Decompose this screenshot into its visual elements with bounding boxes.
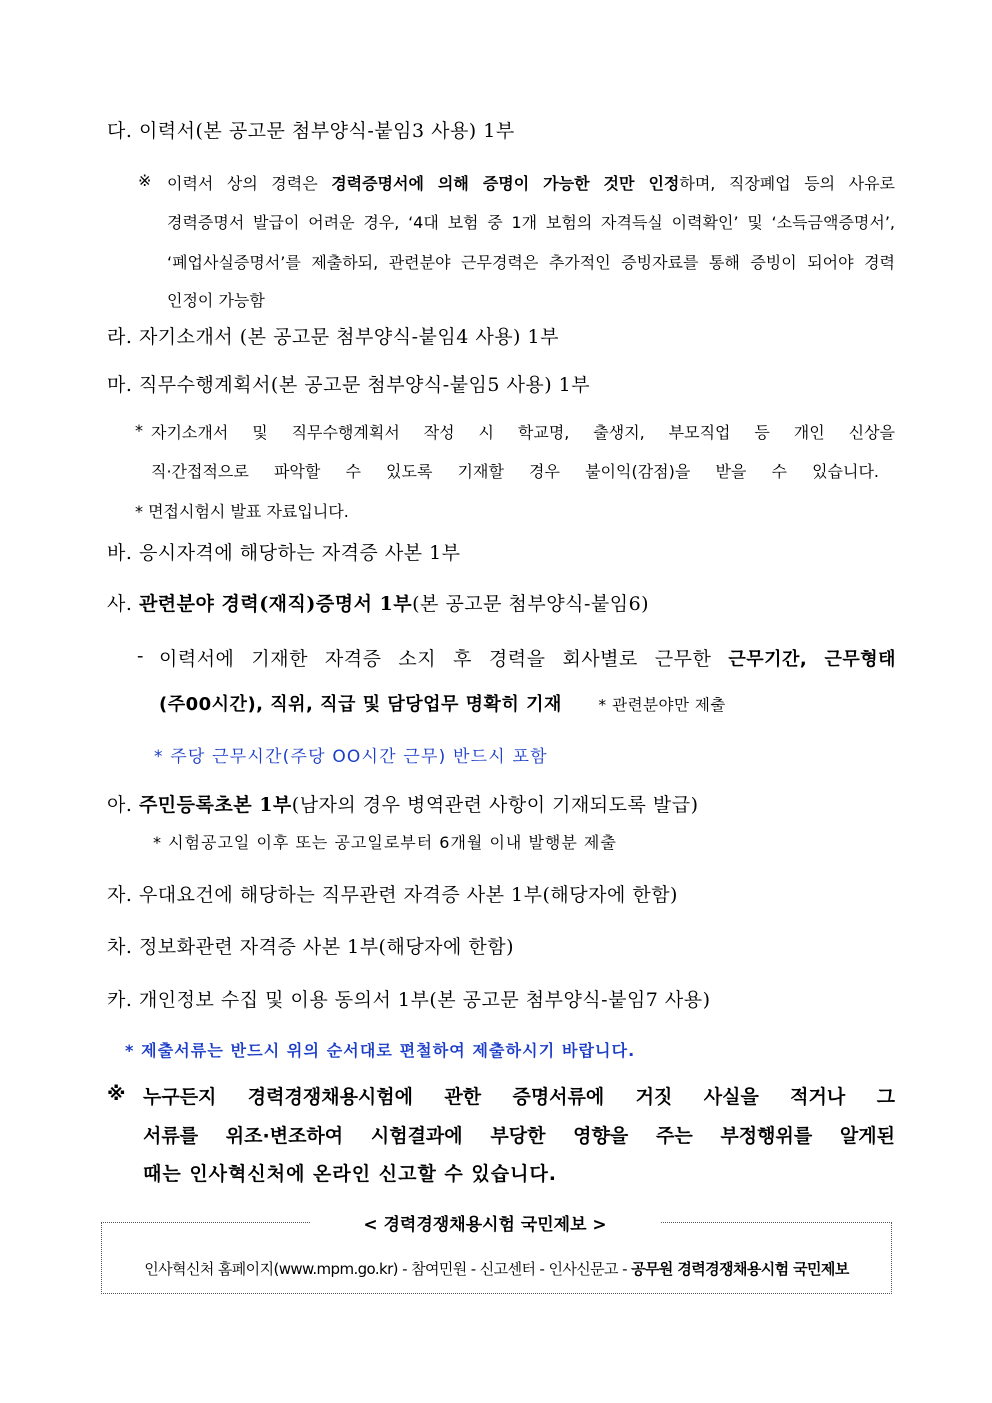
item-ba <box>107 538 461 565</box>
note-da-line4: 인정이 가능함 <box>167 291 265 310</box>
item-label: 다. <box>107 120 133 142</box>
item-text: 정보화관련 자격증 사본 1부(해당자에 한함) <box>138 936 515 958</box>
item-text: (남자의 경우 병역관련 사항이 기재되도록 발급) <box>291 794 699 816</box>
note-da-line3: ‘폐업사실증명서’를 제출하되, 관련분야 근무경력은 추가적인 증빙자료를 통해 증빙이 되어야 경력 <box>167 253 895 272</box>
item-label: 바. <box>107 542 133 564</box>
note-mark: * <box>135 421 143 440</box>
item-label: 자. <box>107 884 133 906</box>
item-ma <box>107 370 590 397</box>
report-box-title: < 경력경쟁채용시험 국민제보 > <box>310 1210 660 1235</box>
item-text: 이력서(본 공고문 첨부양식-붙임3 사용) 1부 <box>138 120 515 142</box>
item-a <box>107 790 699 817</box>
note-mark: ※ <box>138 171 152 190</box>
note-sa-line2: (주00시간), 직위, 직급 및 담당업무 명확히 기재 * 관련분야만 제출 <box>159 694 726 715</box>
note-a: * 시험공고일 이후 또는 공고일로부터 6개월 이내 발행분 제출 <box>153 833 617 852</box>
item-label: 마. <box>107 374 133 396</box>
item-text: 개인정보 수집 및 이용 동의서 1부(본 공고문 첨부양식-붙임7 사용) <box>138 989 711 1011</box>
item-label: 라. <box>107 326 133 348</box>
item-bold: 주민등록초본 1부 <box>138 794 292 816</box>
warning-mark: ※ <box>107 1083 126 1105</box>
dash-mark: - <box>137 645 144 667</box>
item-bold: 관련분야 경력(재직)증명서 1부 <box>138 593 413 615</box>
note-da-line1: 이력서 상의 경력은 경력증명서에 의해 증명이 가능한 것만 인정하며, 직장폐업 등의 사유로 <box>167 174 896 193</box>
item-text: 직무수행계획서(본 공고문 첨부양식-붙임5 사용) 1부 <box>138 374 591 396</box>
warning-line3: 때는 인사혁신처에 온라인 신고할 수 있습니다. <box>143 1163 558 1185</box>
warning-line2: 서류를 위조·변조하여 시험결과에 부당한 영향을 주는 부정행위를 알게된 <box>143 1125 895 1147</box>
item-cha <box>107 932 514 959</box>
item-ja <box>107 880 678 907</box>
item-label: 아. <box>107 794 133 816</box>
emphasis: 경력증명서에 의해 증명이 가능한 것만 인정 <box>331 174 680 193</box>
report-box-path-bold: 공무원 경력경쟁채용시험 국민제보 <box>631 1260 849 1278</box>
submission-note: * 제출서류는 반드시 위의 순서대로 편철하여 제출하시기 바랍니다. <box>125 1041 636 1060</box>
note-sa-line1: 이력서에 기재한 자격증 소지 후 경력을 회사별로 근무한 근무기간, 근무형태 <box>159 648 896 670</box>
note-ma-line2: 직·간접적으로 파악할 수 있도록 기재할 경우 불이익(감점)을 받을 수 있습니다. <box>151 462 879 481</box>
warning-line1: 누구든지 경력경쟁채용시험에 관한 증명서류에 거짓 사실을 적거나 그 <box>143 1086 895 1108</box>
item-text: 우대요건에 해당하는 직무관련 자격증 사본 1부(해당자에 한함) <box>138 884 678 906</box>
item-label: 카. <box>107 989 133 1011</box>
item-text: 자기소개서 (본 공고문 첨부양식-붙임4 사용) 1부 <box>138 326 559 348</box>
item-label: 차. <box>107 936 133 958</box>
item-da <box>107 116 515 143</box>
report-box-path: 인사혁신처 홈페이지(www.mpm.go.kr) - 참여민원 - 신고센터 - 인사신문고 - 공무원 경력경쟁채용시험 국민제보 <box>144 1260 849 1278</box>
item-ka <box>107 985 711 1012</box>
note-sa-line3: * 주당 근무시간(주당 OO시간 근무) 반드시 포함 <box>154 747 548 767</box>
item-sa <box>107 589 649 616</box>
item-text: 응시자격에 해당하는 자격증 사본 1부 <box>138 542 461 564</box>
note-ma-line1: 자기소개서 및 직무수행계획서 작성 시 학교명, 출생지, 부모직업 등 개인 신상을 <box>151 423 895 442</box>
item-label: 사. <box>107 593 133 615</box>
note-ma2: * 면접시험시 발표 자료입니다. <box>135 502 349 521</box>
item-text: (본 공고문 첨부양식-붙임6) <box>412 593 650 615</box>
item-ra <box>107 322 559 349</box>
note-da-line2: 경력증명서 발급이 어려운 경우, ‘4대 보험 중 1개 보험의 자격득실 이력확인’ 및 ‘소득금액증명서’, <box>167 213 895 232</box>
